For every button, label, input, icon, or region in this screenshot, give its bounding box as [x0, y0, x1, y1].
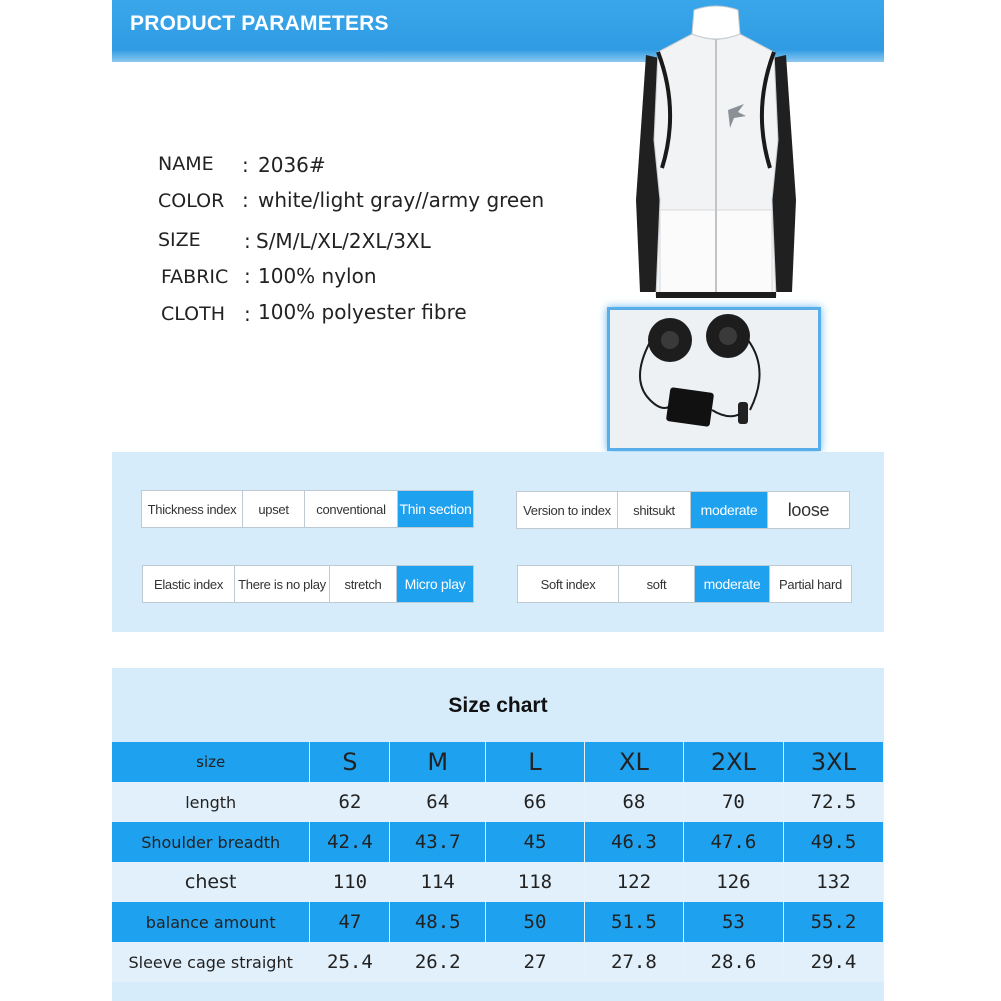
fan-kit-image [607, 307, 821, 451]
thickness-index-table [141, 490, 474, 528]
thickness-option: upset [243, 491, 305, 527]
fan-kit-illustration [610, 310, 818, 448]
soft-index-table [517, 565, 852, 603]
thickness-option: conventional [305, 491, 398, 527]
param-value: 100% polyester fibre [258, 300, 467, 324]
thickness-option-selected: Thin section [398, 491, 473, 527]
param-colon: : [244, 264, 251, 288]
elastic-option: stretch [330, 566, 397, 602]
param-label: COLOR [158, 190, 225, 212]
param-value: 2036# [258, 153, 326, 177]
table-cell: 49.5 [783, 822, 883, 862]
table-cell: 62 [310, 782, 390, 822]
param-label: SIZE [158, 229, 201, 251]
table-cell: 55.2 [783, 902, 883, 942]
row-label: Sleeve cage straight [112, 942, 310, 982]
table-row [112, 862, 884, 902]
row-label: length [112, 782, 310, 822]
index-panel [112, 452, 884, 632]
elastic-option: There is no play [235, 566, 330, 602]
header-cell: S [310, 742, 390, 782]
table-cell: 53 [683, 902, 783, 942]
table-cell: 42.4 [310, 822, 390, 862]
elastic-index-label: Elastic index [143, 566, 235, 602]
thickness-index-label: Thickness index [142, 491, 243, 527]
param-label: CLOTH [161, 303, 226, 325]
table-cell: 51.5 [584, 902, 683, 942]
param-label: FABRIC [161, 266, 229, 288]
vest-image [628, 0, 804, 302]
size-chart-table [112, 742, 884, 982]
table-cell: 27 [486, 942, 585, 982]
table-cell: 45 [486, 822, 585, 862]
table-cell: 64 [390, 782, 486, 822]
version-option: loose [787, 499, 830, 520]
row-label: balance amount [112, 902, 310, 942]
version-option: shitsukt [618, 492, 691, 528]
table-cell: 68 [584, 782, 683, 822]
table-cell: 46.3 [584, 822, 683, 862]
table-cell: 28.6 [683, 942, 783, 982]
header-cell: 3XL [783, 742, 883, 782]
size-chart-title: Size chart [448, 694, 548, 717]
table-row [112, 782, 884, 822]
table-cell: 26.2 [390, 942, 486, 982]
table-cell: 47.6 [683, 822, 783, 862]
header-cell: 2XL [683, 742, 783, 782]
param-colon: : [242, 188, 249, 212]
table-row [112, 942, 884, 982]
table-row [112, 822, 884, 862]
table-row [112, 902, 884, 942]
table-cell: 27.8 [584, 942, 683, 982]
version-index-label: Version to index [517, 492, 618, 528]
soft-index-label: Soft index [518, 566, 619, 602]
row-label: chest [112, 862, 310, 902]
table-cell: 126 [683, 862, 783, 902]
table-cell: 72.5 [783, 782, 883, 822]
param-colon: : [244, 229, 251, 253]
version-option-selected: moderate [691, 492, 768, 528]
table-cell: 43.7 [390, 822, 486, 862]
table-cell: 47 [310, 902, 390, 942]
table-cell: 114 [390, 862, 486, 902]
header-cell: L [486, 742, 585, 782]
table-cell: 25.4 [310, 942, 390, 982]
param-label: NAME [158, 153, 214, 175]
table-cell: 132 [783, 862, 883, 902]
table-cell: 110 [310, 862, 390, 902]
soft-option: Partial hard [779, 576, 842, 592]
header-cell: size [112, 742, 310, 782]
version-index-table [516, 491, 850, 529]
table-cell: 118 [486, 862, 585, 902]
header-title: PRODUCT PARAMETERS [130, 12, 389, 35]
elastic-option-selected: Micro play [397, 566, 473, 602]
header-cell: M [390, 742, 486, 782]
soft-option: soft [619, 566, 695, 602]
header-cell: XL [584, 742, 683, 782]
table-cell: 66 [486, 782, 585, 822]
table-cell: 70 [683, 782, 783, 822]
table-cell: 48.5 [390, 902, 486, 942]
param-colon: : [242, 153, 249, 177]
elastic-index-table [142, 565, 474, 603]
size-chart-panel [112, 668, 884, 1001]
param-value: white/light gray//army green [258, 188, 545, 212]
table-cell: 122 [584, 862, 683, 902]
param-value: S/M/L/XL/2XL/3XL [256, 229, 431, 253]
table-cell: 29.4 [783, 942, 883, 982]
table-cell: 50 [486, 902, 585, 942]
size-chart-header-row [112, 742, 884, 782]
param-value: 100% nylon [258, 264, 377, 288]
soft-option-selected: moderate [695, 566, 770, 602]
row-label: Shoulder breadth [112, 822, 310, 862]
param-colon: : [244, 302, 251, 326]
